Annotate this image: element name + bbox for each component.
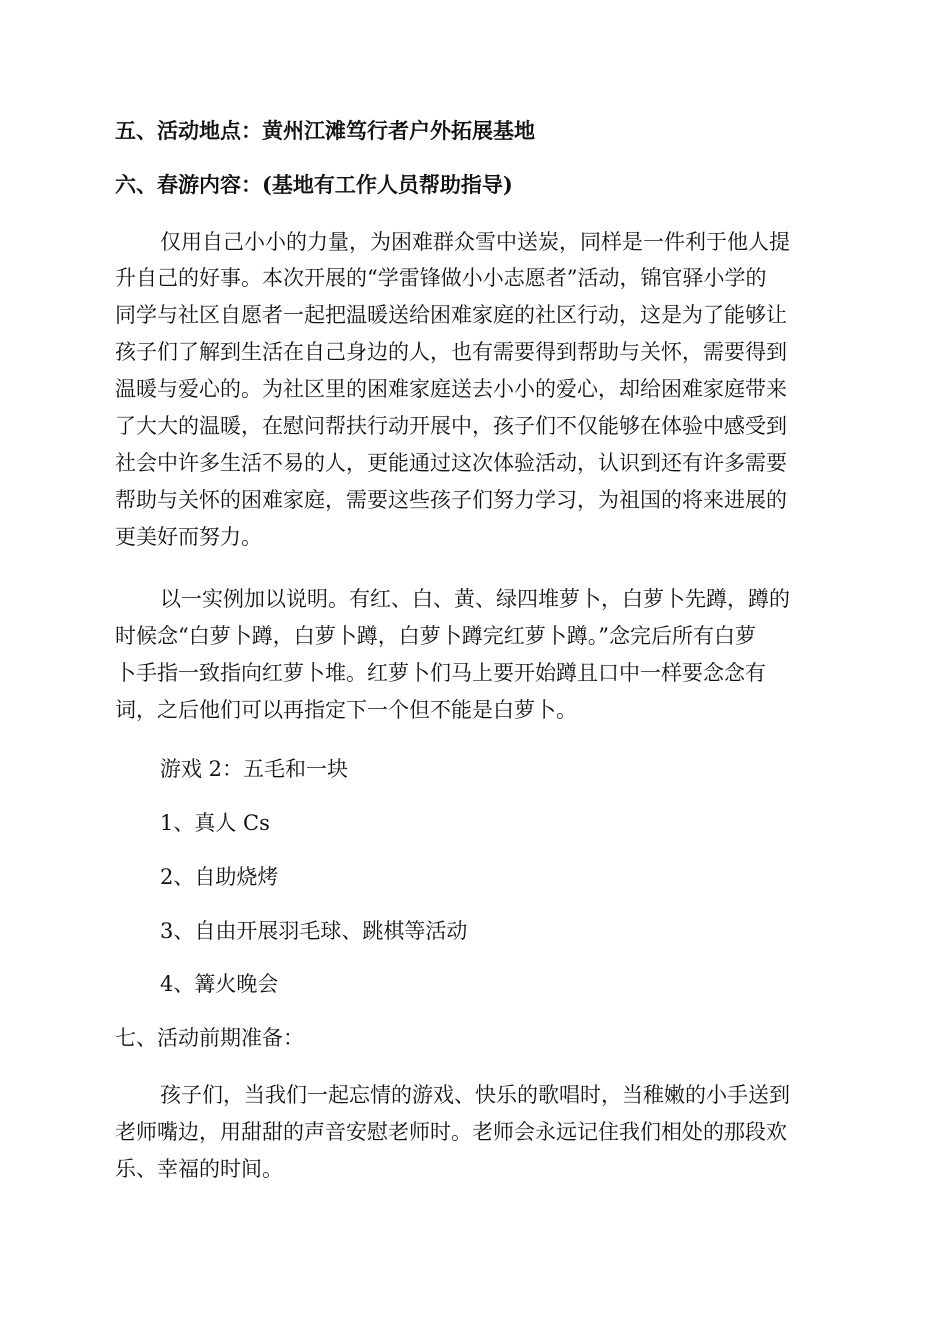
paragraph-line: 孩子们了解到生活在自己身边的人，也有需要得到帮助与关怀，需要得到 bbox=[115, 340, 787, 364]
paragraph-line: 社会中许多生活不易的人，更能通过这次体验活动，认识到还有许多需要 bbox=[115, 451, 787, 475]
paragraph-line: 孩子们，当我们一起忘情的游戏、快乐的歌唱时，当稚嫩的小手送到 bbox=[160, 1083, 790, 1107]
list-item: 4、篝火晚会 bbox=[160, 972, 279, 996]
paragraph-line: 更美好而努力。 bbox=[115, 525, 262, 549]
paragraph-line: 帮助与关怀的困难家庭，需要这些孩子们努力学习，为祖国的将来进展的 bbox=[115, 488, 787, 512]
section-heading-preparation: 七、活动前期准备： bbox=[115, 1026, 304, 1050]
list-item: 2、自助烧烤 bbox=[160, 865, 279, 889]
paragraph-line: 同学与社区自愿者一起把温暖送给困难家庭的社区行动，这是为了能够让 bbox=[115, 303, 787, 327]
paragraph-line: 时候念“白萝卜蹲，白萝卜蹲，白萝卜蹲完红萝卜蹲。”念完后所有白萝 bbox=[115, 624, 756, 648]
paragraph-line: 仅用自己小小的力量，为困难群众雪中送炭，同样是一件利于他人提 bbox=[160, 230, 790, 254]
game-two-title: 游戏 2：五毛和一块 bbox=[160, 757, 349, 781]
paragraph-line: 以一实例加以说明。有红、白、黄、绿四堆萝卜，白萝卜先蹲，蹲的 bbox=[160, 587, 790, 611]
list-item: 3、自由开展羽毛球、跳棋等活动 bbox=[160, 919, 468, 943]
section-heading-content: 六、春游内容：(基地有工作人员帮助指导) bbox=[115, 172, 513, 197]
paragraph-line: 词，之后他们可以再指定下一个但不能是白萝卜。 bbox=[115, 698, 577, 722]
section-heading-location: 五、活动地点：黄州江滩笃行者户外拓展基地 bbox=[115, 118, 535, 143]
paragraph-line: 卜手指一致指向红萝卜堆。红萝卜们马上要开始蹲且口中一样要念念有 bbox=[115, 661, 766, 685]
paragraph-line: 温暖与爱心的。为社区里的困难家庭送去小小的爱心，却给困难家庭带来 bbox=[115, 377, 787, 401]
paragraph-line: 了大大的温暖，在慰问帮扶行动开展中，孩子们不仅能够在体验中感受到 bbox=[115, 414, 787, 438]
list-item: 1、真人 Cs bbox=[160, 811, 270, 835]
paragraph-line: 升自己的好事。本次开展的“学雷锋做小小志愿者”活动，锦官驿小学的 bbox=[115, 266, 767, 290]
paragraph-line: 老师嘴边，用甜甜的声音安慰老师时。老师会永远记住我们相处的那段欢 bbox=[115, 1120, 787, 1144]
paragraph-line: 乐、幸福的时间。 bbox=[115, 1157, 283, 1181]
